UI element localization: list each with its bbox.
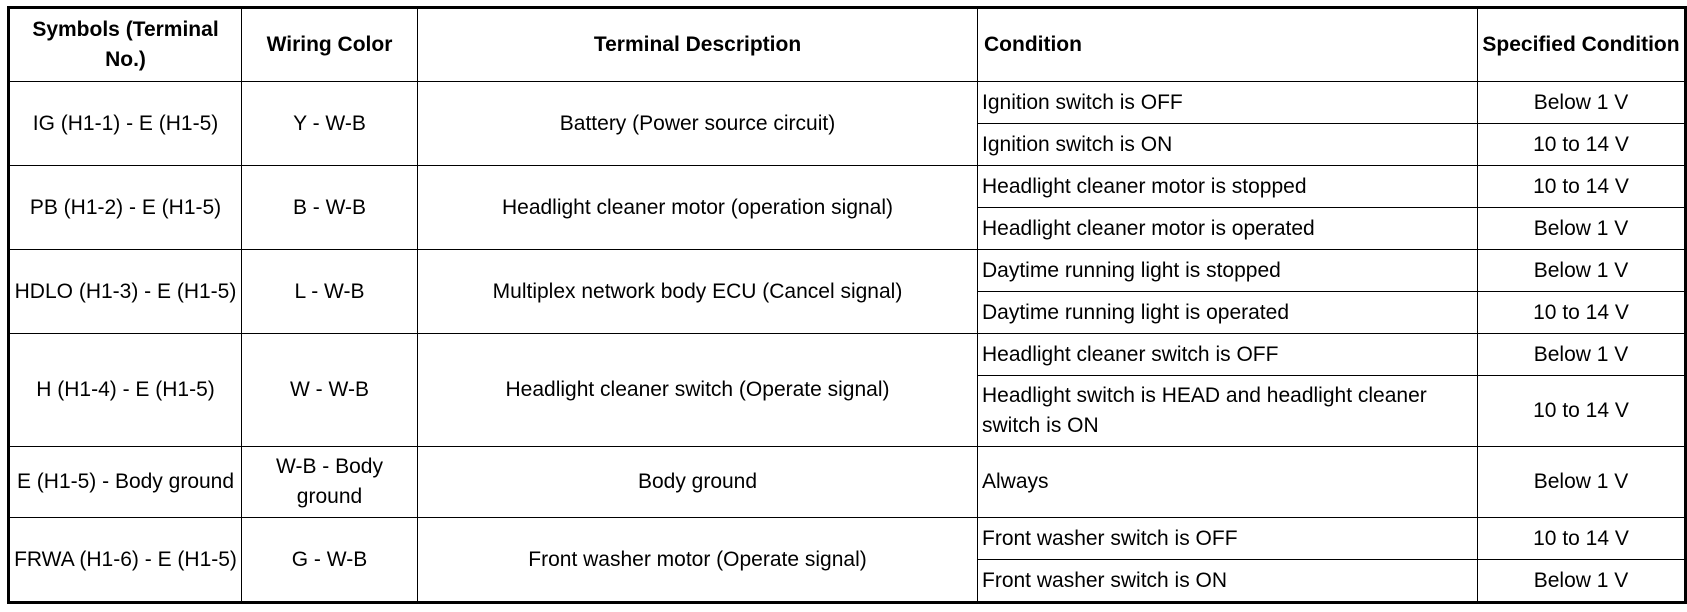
symbols-cell: H (H1-4) - E (H1-5) [9, 334, 242, 447]
specified-condition-cell: 10 to 14 V [1478, 292, 1686, 334]
symbols-cell: PB (H1-2) - E (H1-5) [9, 166, 242, 250]
condition-cell: Front washer switch is ON [978, 560, 1478, 603]
symbols-cell: IG (H1-1) - E (H1-5) [9, 82, 242, 166]
specified-condition-cell: Below 1 V [1478, 447, 1686, 518]
condition-cell: Headlight cleaner switch is OFF [978, 334, 1478, 376]
specified-condition-cell: Below 1 V [1478, 560, 1686, 603]
specified-condition-cell: 10 to 14 V [1478, 166, 1686, 208]
header-specified-condition: Specified Condition [1478, 8, 1686, 82]
terminal-description-cell: Body ground [418, 447, 978, 518]
specified-condition-cell: Below 1 V [1478, 82, 1686, 124]
terminal-description-cell: Battery (Power source circuit) [418, 82, 978, 166]
condition-cell: Daytime running light is operated [978, 292, 1478, 334]
header-wiring-color: Wiring Color [242, 8, 418, 82]
condition-cell: Headlight cleaner motor is stopped [978, 166, 1478, 208]
table-row [9, 334, 1686, 376]
specified-condition-cell: Below 1 V [1478, 250, 1686, 292]
wiring-color-cell: W - W-B [242, 334, 418, 447]
wiring-color-cell: G - W-B [242, 518, 418, 603]
terminal-description-cell: Front washer motor (Operate signal) [418, 518, 978, 603]
table-row [9, 166, 1686, 208]
condition-cell: Headlight switch is HEAD and headlight cleaner switch is ON [978, 376, 1478, 447]
condition-cell: Headlight cleaner motor is operated [978, 208, 1478, 250]
header-symbols: Symbols (Terminal No.) [9, 8, 242, 82]
specified-condition-cell: 10 to 14 V [1478, 376, 1686, 447]
condition-cell: Daytime running light is stopped [978, 250, 1478, 292]
specified-condition-cell: 10 to 14 V [1478, 518, 1686, 560]
terminal-description-cell: Headlight cleaner switch (Operate signal) [418, 334, 978, 447]
wiring-color-cell: B - W-B [242, 166, 418, 250]
wiring-color-cell: W-B - Body ground [242, 447, 418, 518]
symbols-cell: E (H1-5) - Body ground [9, 447, 242, 518]
specified-condition-cell: Below 1 V [1478, 208, 1686, 250]
header-row [9, 8, 1686, 82]
table-row [9, 250, 1686, 292]
terminal-spec-table [7, 6, 1687, 604]
symbols-cell: HDLO (H1-3) - E (H1-5) [9, 250, 242, 334]
condition-cell: Front washer switch is OFF [978, 518, 1478, 560]
condition-cell: Always [978, 447, 1478, 518]
header-condition: Condition [978, 8, 1478, 82]
condition-cell: Ignition switch is ON [978, 124, 1478, 166]
header-terminal-description: Terminal Description [418, 8, 978, 82]
table-row [9, 518, 1686, 560]
specified-condition-cell: Below 1 V [1478, 334, 1686, 376]
wiring-color-cell: Y - W-B [242, 82, 418, 166]
specified-condition-cell: 10 to 14 V [1478, 124, 1686, 166]
symbols-cell: FRWA (H1-6) - E (H1-5) [9, 518, 242, 603]
terminal-description-cell: Headlight cleaner motor (operation signal) [418, 166, 978, 250]
terminal-description-cell: Multiplex network body ECU (Cancel signal) [418, 250, 978, 334]
table-row [9, 82, 1686, 124]
condition-cell: Ignition switch is OFF [978, 82, 1478, 124]
wiring-color-cell: L - W-B [242, 250, 418, 334]
table-row [9, 447, 1686, 518]
